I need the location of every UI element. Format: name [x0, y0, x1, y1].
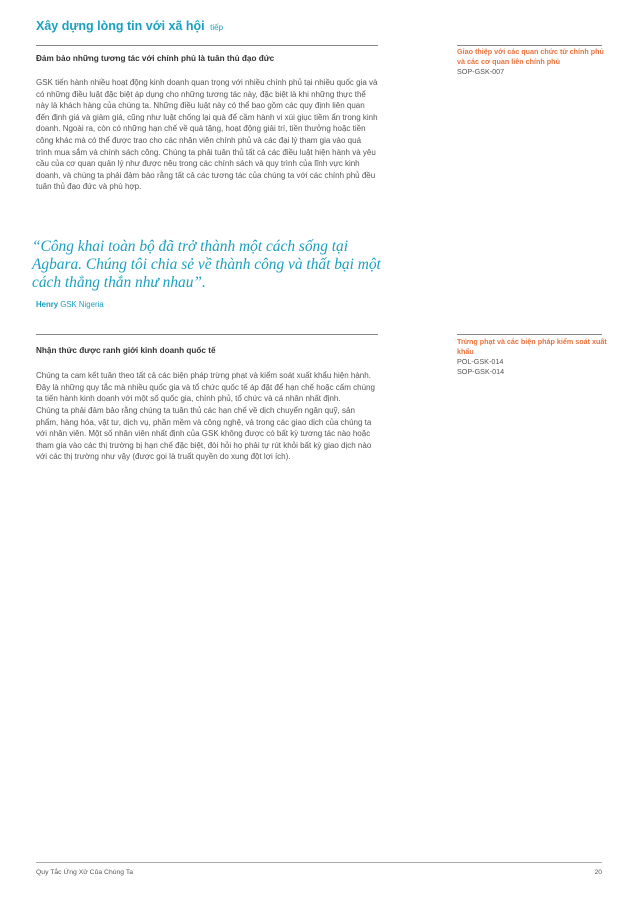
footer-page-number: 20: [594, 869, 602, 876]
section2-top-rule: [36, 334, 378, 335]
sidebar1-top-rule: [457, 45, 602, 46]
footer-rule: [36, 862, 602, 863]
footer-document-name: Quy Tắc Ứng Xử Của Chúng Ta: [36, 869, 134, 876]
quote-organization: GSK Nigeria: [60, 300, 104, 309]
section1-heading: Đảm bảo những tương tác với chính phủ là tuân thủ đạo đức: [36, 54, 275, 63]
section2-paragraph-1: Chúng ta cam kết tuân theo tất cả các biện pháp trừng phạt và kiểm soát xuất khẩu hiện hành. Đây là những quy tắc mà nhiều quốc gia và tổ chức quốc tế áp đặt để hạn chế hoặc cấm chúng ta tiến hành kinh doanh với một số quốc gia, chính phủ, tổ chức và cá nhân nhất định.: [36, 371, 375, 404]
section1-top-rule: [36, 45, 378, 46]
page-title: [36, 19, 223, 33]
sidebar-reference-2-code-1: POL-GSK-014: [457, 357, 504, 366]
sidebar-reference-1-code: SOP-GSK-007: [457, 67, 505, 76]
page-title-text: Xây dựng lòng tin với xã hội: [36, 19, 205, 33]
section1-paragraph: GSK tiến hành nhiều hoạt động kinh doanh quan trọng với nhiều chính phủ tại nhiều quốc gia và có những điều luật đặc biệt áp dụng cho những tương tác này, đặc biệt là khi những thực thể này là khách hàng của chúng ta. Những điều luật này có thể bao gồm các quy định liên quan đến định giá và giảm giá, cũng như luật chống lại quà để cầm hành vi xúi giục tiềm ẩn trong kinh doanh. Ngoài ra, còn có những hạn chế về quà tặng, hoạt động giải trí, tiền thưởng hoặc tiền công khác mà có thể được trao cho các nhân viên chính phủ và các đại lý tham gia vào quá trình mua sắm và chính sách công. Chúng ta phải tuân thủ tất cả các điều luật hiện hành và yêu cầu của cơ quan quản lý như được nêu trong các chính sách và quy trình của lĩnh vực kinh doanh, và chúng ta phải đảm bảo rằng tất cả các tương tác của chúng ta với các chính phủ đều tuân thủ đạo đức và phù hợp.: [36, 78, 378, 192]
pull-quote: “Công khai toàn bộ đã trở thành một cách sống tại Agbara. Chúng tôi chia sẻ về thành công và thất bại một cách thẳng thắn như nhau”.: [32, 238, 381, 292]
quote-author: Henry: [36, 300, 59, 309]
sidebar-reference-1: [457, 47, 607, 77]
page-title-suffix: tiếp: [210, 23, 224, 32]
sidebar2-top-rule: [457, 334, 602, 335]
sidebar-reference-2-code-2: SOP-GSK-014: [457, 366, 505, 376]
sidebar-reference-2-title: Trừng phạt và các biện pháp kiểm soát xuất khẩu: [457, 337, 607, 356]
sidebar-reference-1-title: Giao thiệp với các quan chức từ chính phủ và các cơ quan liên chính phủ: [457, 47, 604, 66]
quote-attribution: [36, 300, 104, 309]
sidebar-reference-2: [457, 337, 607, 376]
section2-heading: Nhận thức được ranh giới kinh doanh quốc tế: [36, 346, 216, 355]
section2-paragraph-2: Chúng ta phải đảm bảo rằng chúng ta tuân thủ các hạn chế về dịch chuyển ngân quỹ, sản phẩm, hàng hóa, vật tư, dịch vụ, phần mềm và công nghệ, và trong các giao dịch của chúng ta với nhân viên. Một số nhân viên nhất định của GSK không được có bất kỳ tương tác nào hoặc tham gia vào các thị trường bị hạn chế đặc biệt, đòi hỏi họ phải tự rút khỏi bất kỳ giao dịch nào với các thị trường như vậy (được gọi là truất quyền do xung đột lợi ích).: [36, 406, 372, 462]
